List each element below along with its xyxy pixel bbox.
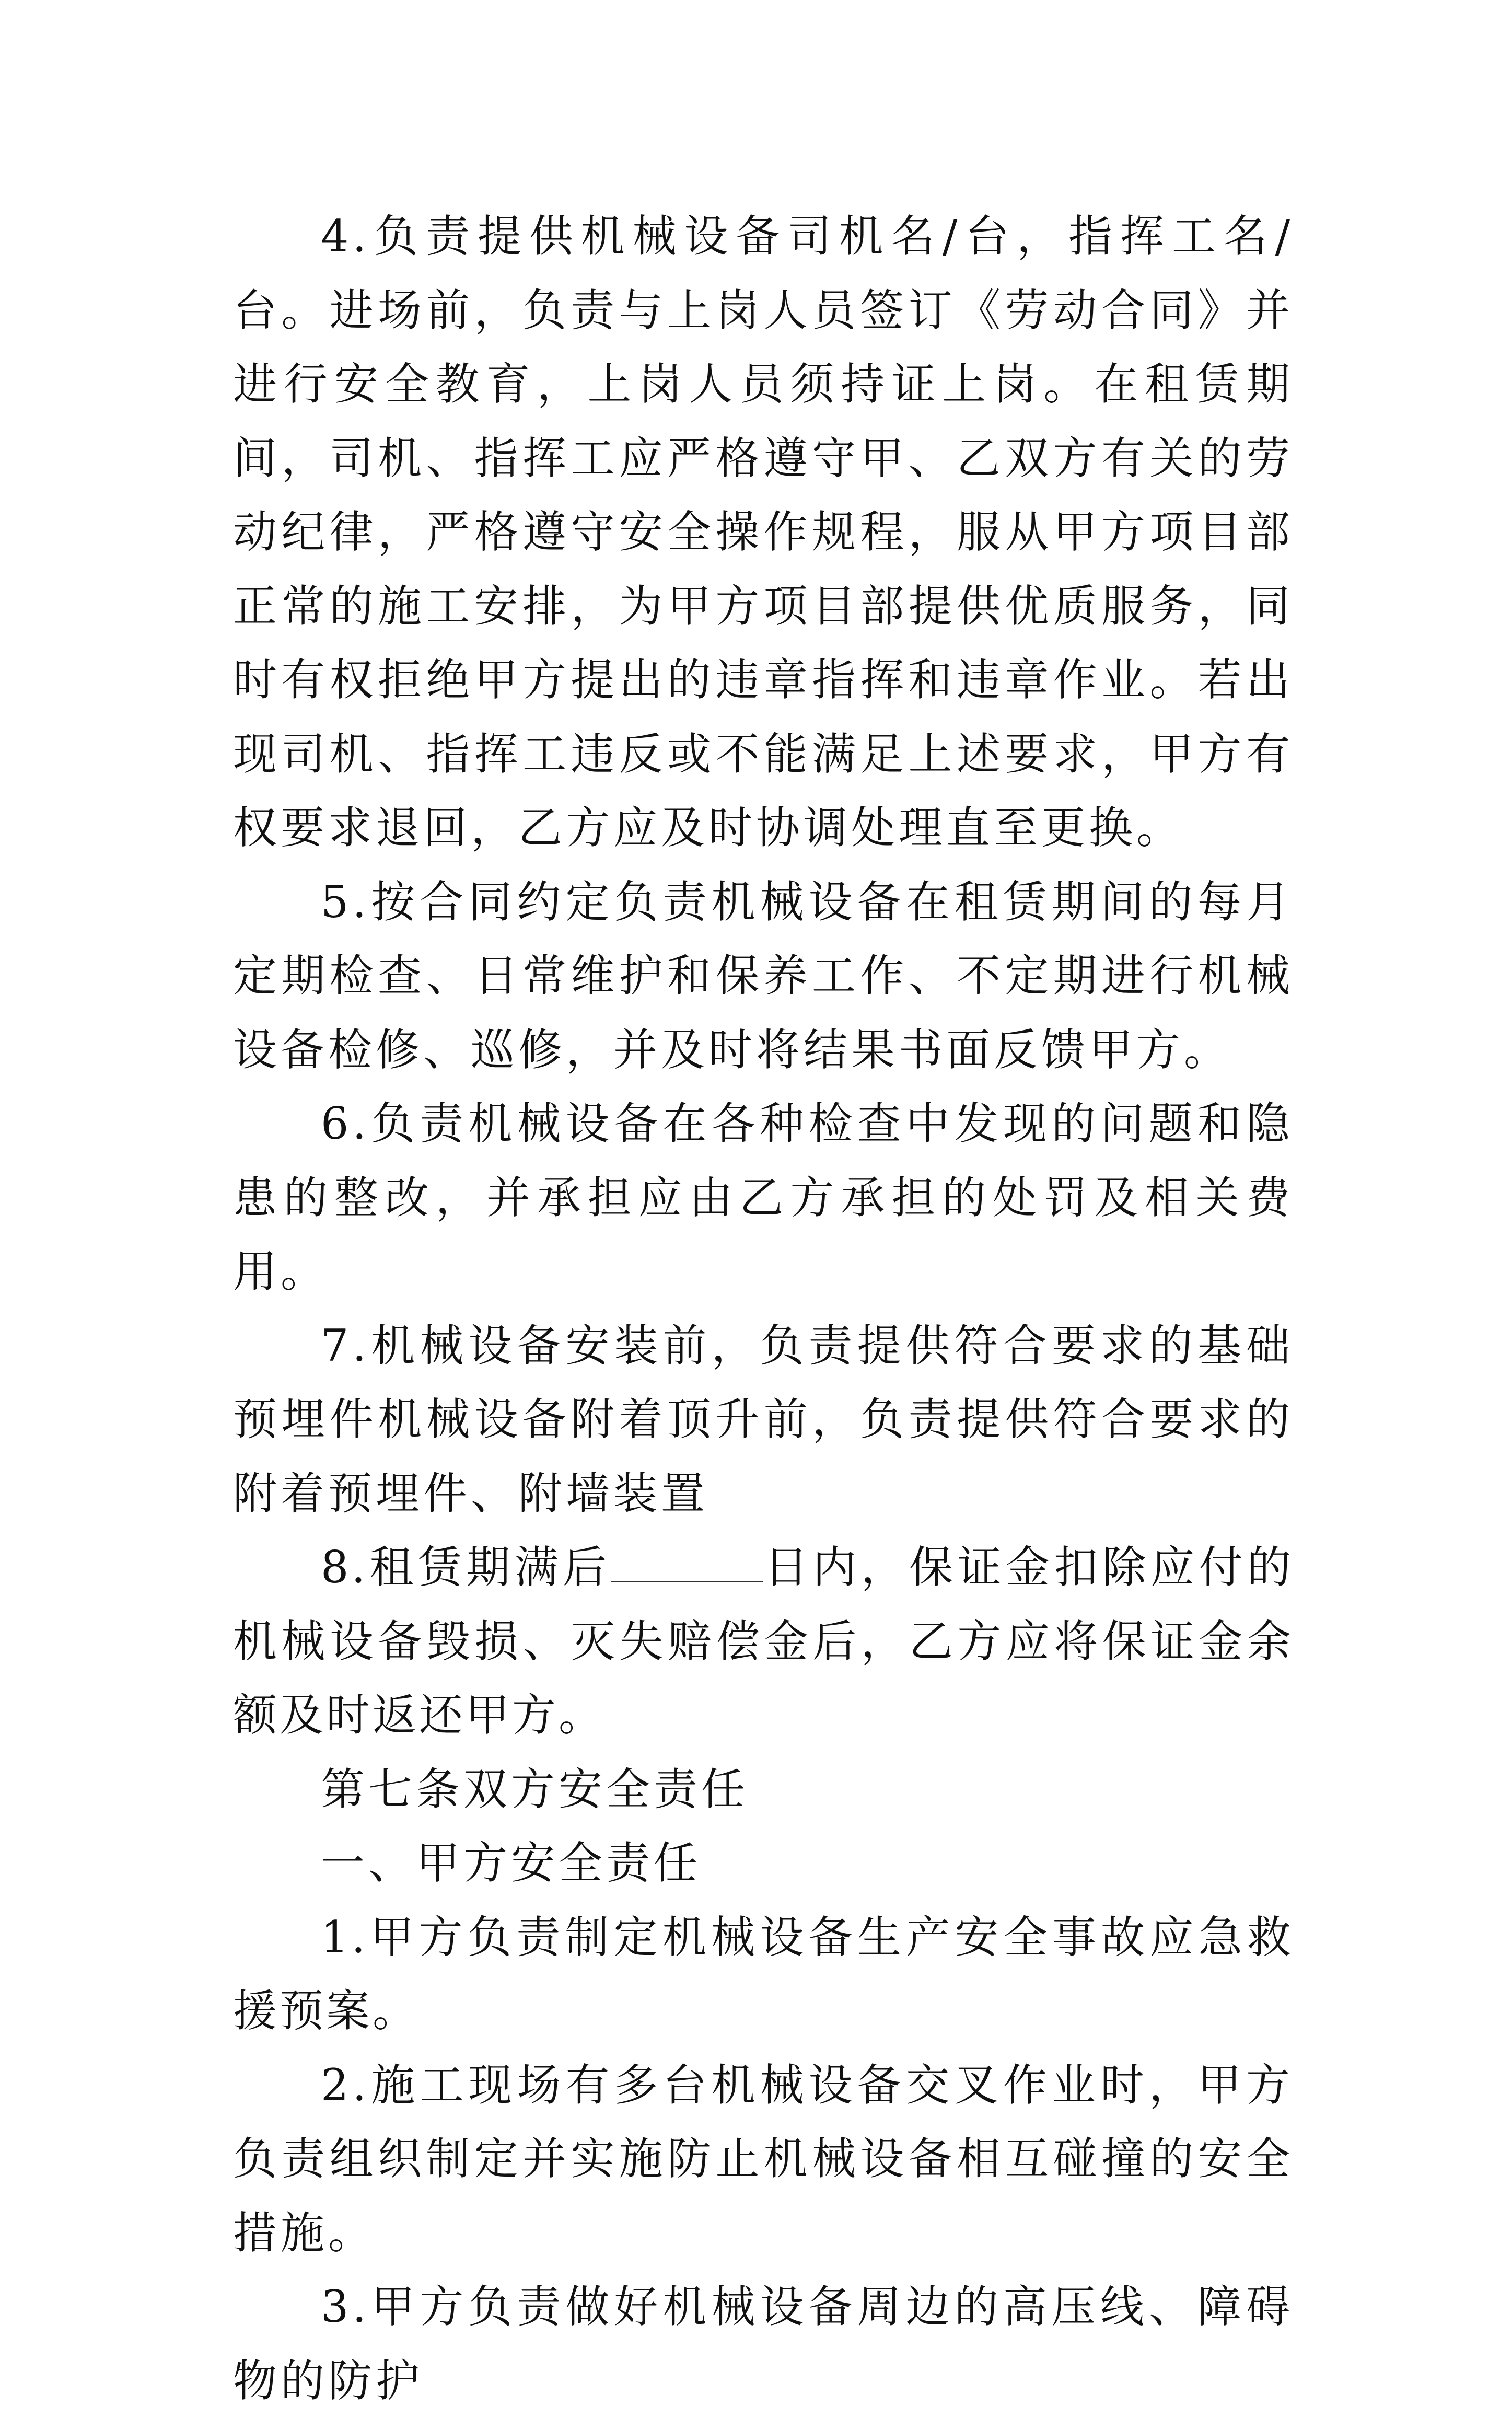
paragraph-item-a3: 3.甲方负责做好机械设备周边的高压线、障碍物的防护 (233, 2281, 1294, 2407)
section-heading: 一、甲方安全责任 (321, 1837, 702, 1889)
paragraph-item-a1: 1.甲方负责制定机械设备生产安全事故应急救援预案。 (233, 1911, 1294, 2037)
paragraph-item-7: 7.机械设备安装前，负责提供符合要求的基础预埋件机械设备附着顶升前，负责提供符合要求的附着预埋件、附墙装置 (233, 1320, 1294, 1519)
paragraph-item-5: 5.按合同约定负责机械设备在租赁期间的每月定期检查、日常维护和保养工作、不定期进行机械设备检修、巡修，并及时将结果书面反馈甲方。 (233, 876, 1294, 1075)
document-body (233, 200, 1294, 2418)
paragraph-item-8-end: 日内，保证金扣除应付的机械设备毁损、灭失赔偿金后，乙方应将保证金余额及时返还甲方。 (233, 1542, 1294, 1741)
paragraph-item-8-start: 8.租赁期满后 (321, 1542, 611, 1593)
paragraph-item-8 (233, 1531, 1294, 1753)
fill-in-blank (611, 1544, 763, 1582)
paragraph-item-a2: 2.施工现场有多台机械设备交叉作业时，甲方负责组织制定并实施防止机械设备相互碰撞的安全措施。 (233, 2059, 1294, 2259)
paragraph-item-6: 6.负责机械设备在各种检查中发现的问题和隐患的整改，并承担应由乙方承担的处罚及相关费用。 (233, 1098, 1294, 1297)
article-heading: 第七条双方安全责任 (321, 1763, 749, 1815)
paragraph-item-4: 4.负责提供机械设备司机名/台，指挥工名/台。进场前，负责与上岗人员签订《劳动合同》并进行安全教育，上岗人员须持证上岗。在租赁期间，司机、指挥工应严格遵守甲、乙双方有关的劳动纪律，严格遵守安全操作规程，服从甲方项目部正常的施工安排，为甲方项目部提供优质服务，同时有权拒绝甲方提出的违章指挥和违章作业。若出现司机、指挥工违反或不能满足上述要求，甲方有权要求退回，乙方应及时协调处理直至更换。 (233, 211, 1294, 853)
